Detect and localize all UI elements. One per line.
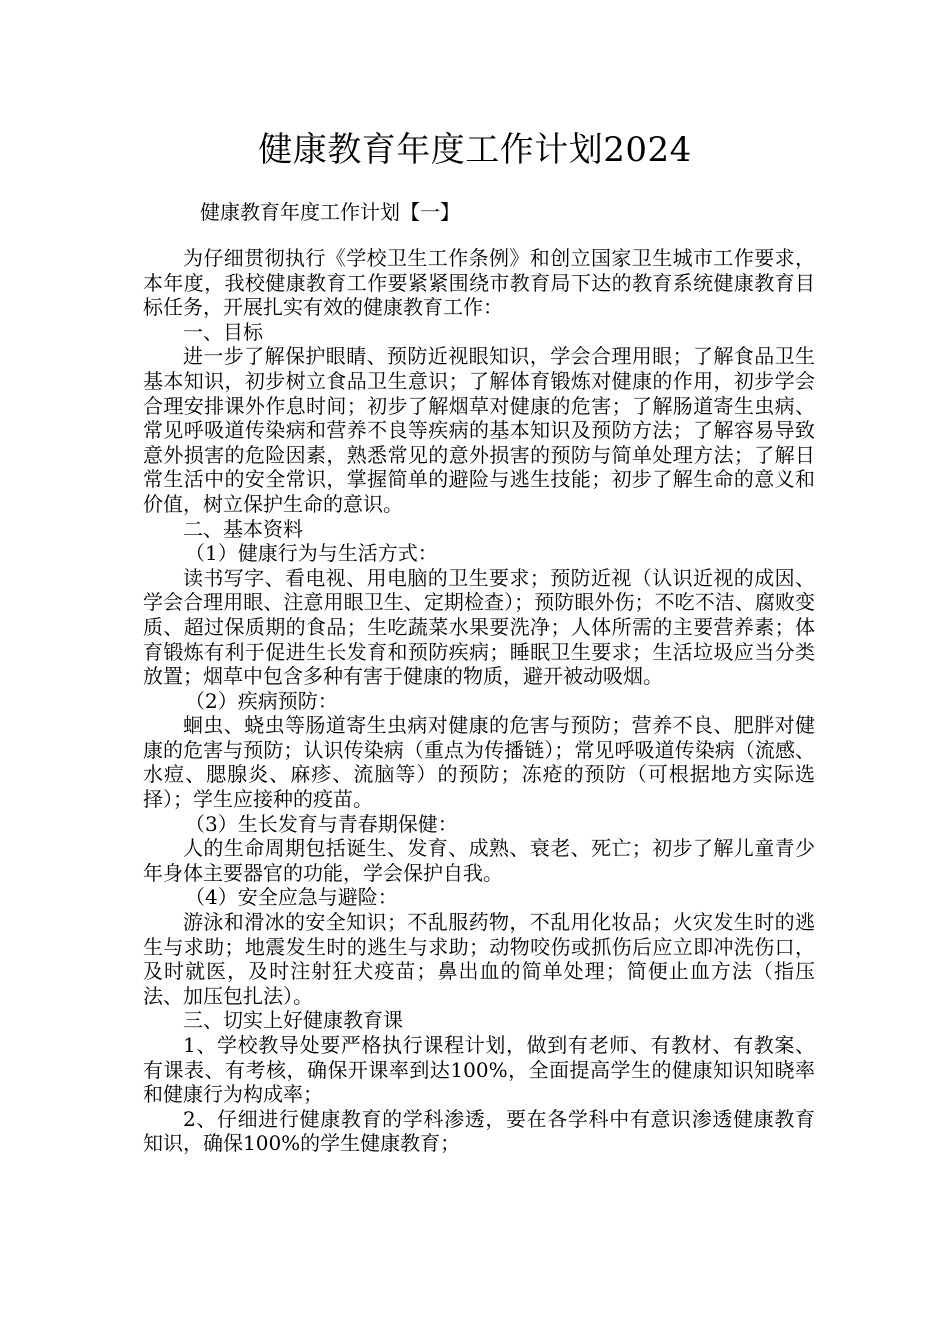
paragraph: （3）生长发育与青春期保健： (185, 811, 458, 836)
paragraph: 三、切实上好健康教育课 (183, 1008, 403, 1033)
paragraph: （1）健康行为与生活方式： (185, 541, 438, 566)
paragraph: 一、目标 (183, 319, 263, 344)
paragraph: （2）疾病预防： (185, 688, 338, 713)
paragraph: 二、基本资料 (183, 516, 303, 541)
document-title: 健康教育年度工作计划2024 (258, 130, 692, 170)
paragraph: 读书写字、看电视、用电脑的卫生要求；预防近视（认识近视的成因、学会合理用眼、注意用眼卫生、定期检查）；预防眼外伤；不吃不洁、腐败变质、超过保质期的食品；生吃蔬菜水果要洗净；人体所需的主要营养素；体育锻炼有利于促进生长发育和预防疾病；睡眠卫生要求；生活垃圾应当分类放置；烟草中包含多种有害于健康的物质，避开被动吸烟。 (143, 565, 815, 689)
paragraph: 蛔虫、蛲虫等肠道寄生虫病对健康的危害与预防；营养不良、肥胖对健康的危害与预防；认识传染病（重点为传播链）；常见呼吸道传染病（流感、水痘、腮腺炎、麻疹、流脑等）的预防；冻疮的预防（可根据地方实际选择）；学生应接种的疫苗。 (143, 713, 815, 812)
paragraph: 人的生命周期包括诞生、发育、成熟、衰老、死亡；初步了解儿童青少年身体主要器官的功能，学会保护自我。 (143, 836, 815, 885)
paragraph: 进一步了解保护眼睛、预防近视眼知识，学会合理用眼；了解食品卫生基本知识，初步树立食品卫生意识；了解体育锻炼对健康的作用，初步学会合理安排课外作息时间；初步了解烟草对健康的危害；了解肠道寄生虫病、常见呼吸道传染病和营养不良等疾病的基本知识及预防方法；了解容易导致意外损害的危险因素，熟悉常见的意外损害的预防与简单处理方法；了解日常生活中的安全常识，掌握简单的避险与逃生技能；初步了解生命的意义和价值，树立保护生命的意识。 (143, 344, 815, 516)
paragraph: 游泳和滑冰的安全知识；不乱服药物，不乱用化妆品；火灾发生时的逃生与求助；地震发生时的逃生与求助；动物咬伤或抓伤后应立即冲洗伤口，及时就医，及时注射狂犬疫苗；鼻出血的简单处理；简便止血方法（指压法、加压包扎法）。 (143, 910, 815, 1008)
paragraph: 为仔细贯彻执行《学校卫生工作条例》和创立国家卫生城市工作要求，本年度，我校健康教育工作要紧紧围绕市教育局下达的教育系统健康教育目标任务，开展扎实有效的健康教育工作： (143, 246, 815, 320)
paragraph: （4）安全应急与避险： (185, 885, 398, 910)
paragraph: 2、仔细进行健康教育的学科渗透，要在各学科中有意识渗透健康教育知识，确保100%的学生健康教育； (143, 1106, 815, 1156)
document-subtitle: 健康教育年度工作计划【一】 (200, 200, 460, 224)
paragraph: 1、学校教导处要严格执行课程计划，做到有老师、有教材、有教案、有课表、有考核，确保开课率到达100%，全面提高学生的健康知识知晓率和健康行为构成率； (143, 1033, 815, 1107)
document-body (143, 246, 815, 1156)
